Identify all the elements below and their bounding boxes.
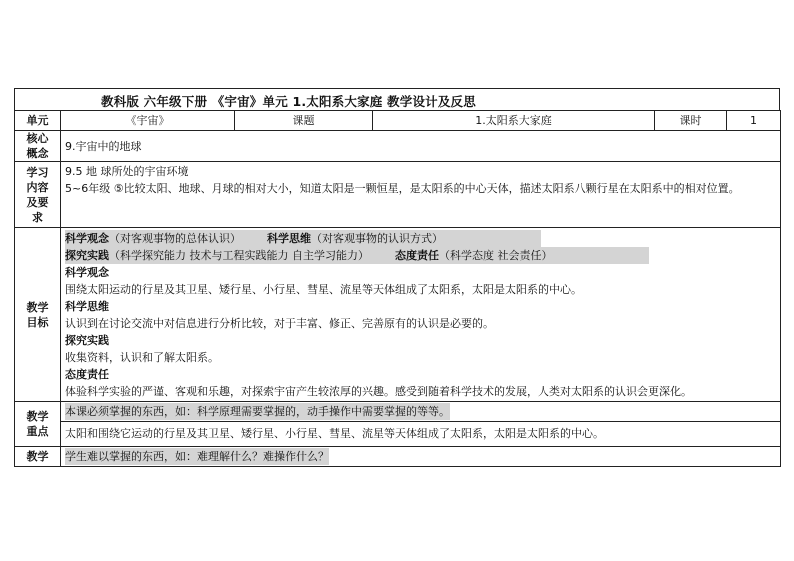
- requirement-standard: 9.5 地 球所处的宇宙环境: [65, 165, 189, 178]
- difficulties-row: [15, 447, 781, 467]
- learning-requirements-content: [61, 162, 781, 228]
- unit-row: [15, 111, 781, 131]
- goal-text-thinking: 认识到在讨论交流中对信息进行分析比较，对于丰富、修正、完善原有的认识是必要的。: [65, 317, 494, 330]
- period-label: 课时: [655, 111, 727, 131]
- goal-dimension-band-1: 科学观念（对客观事物的总体认识） 科学思维（对客观事物的认识方式）: [65, 230, 541, 247]
- topic-value: 1.太阳系大家庭: [373, 111, 655, 131]
- teaching-goals-label: 教学 目标: [15, 228, 61, 402]
- difficulties-label: 教学: [15, 447, 61, 467]
- key-points-content: [61, 402, 781, 447]
- key-points-row: [15, 402, 781, 447]
- topic-label: 课题: [235, 111, 373, 131]
- goal-text-attitude: 体验科学实验的严谨、客观和乐趣，对探索宇宙产生较浓厚的兴趣。感受到随着科学技术的发展，人类对太阳系的认识会更深化。: [65, 385, 692, 398]
- goal-heading-practice: 探究实践: [65, 334, 109, 347]
- key-points-label: 教学 重点: [15, 402, 61, 447]
- unit-value: 《宇宙》: [61, 111, 235, 131]
- lesson-plan-table: [14, 110, 781, 467]
- core-concept-label: 核心 概念: [15, 131, 61, 162]
- goal-heading-concept: 科学观念: [65, 266, 109, 279]
- key-points-hint: 本课必须掌握的东西，如：科学原理需要掌握的，动手操作中需要掌握的等等。: [65, 405, 450, 418]
- core-concept-row: [15, 131, 781, 162]
- key-points-value: 太阳和围绕它运动的行星及其卫星、矮行星、小行星、彗星、流星等天体组成了太阳系，太阳是太阳系的中心。: [65, 427, 604, 440]
- document-title: 教科版 六年级下册 《宇宙》单元 1.太阳系大家庭 教学设计及反思: [101, 94, 476, 109]
- teaching-goals-content: [61, 228, 781, 402]
- title-row: [14, 88, 780, 110]
- difficulties-hint: 学生难以掌握的东西，如：难理解什么？难操作什么？: [65, 450, 329, 463]
- learning-requirements-label: 学习 内容 及要 求: [15, 162, 61, 228]
- goal-heading-attitude: 态度责任: [65, 368, 109, 381]
- difficulties-content: [61, 447, 781, 467]
- requirement-detail: 5~6年级 ⑤比较太阳、地球、月球的相对大小，知道太阳是一颗恒星，是太阳系的中心天体，描述太阳系八颗行星在太阳系中的相对位置。: [65, 182, 740, 195]
- learning-requirements-row: [15, 162, 781, 228]
- goal-heading-thinking: 科学思维: [65, 300, 109, 313]
- core-concept-value: 9.宇宙中的地球: [61, 131, 781, 162]
- goal-dimension-band-2: 探究实践（科学探究能力 技术与工程实践能力 自主学习能力） 态度责任（科学态度 社会责任）: [65, 247, 649, 264]
- goal-text-concept: 围绕太阳运动的行星及其卫星、矮行星、小行星、彗星、流星等天体组成了太阳系，太阳是太阳系的中心。: [65, 283, 582, 296]
- goal-text-practice: 收集资料，认识和了解太阳系。: [65, 351, 219, 364]
- unit-label: 单元: [15, 111, 61, 131]
- period-value: 1: [727, 111, 781, 131]
- teaching-goals-row: [15, 228, 781, 402]
